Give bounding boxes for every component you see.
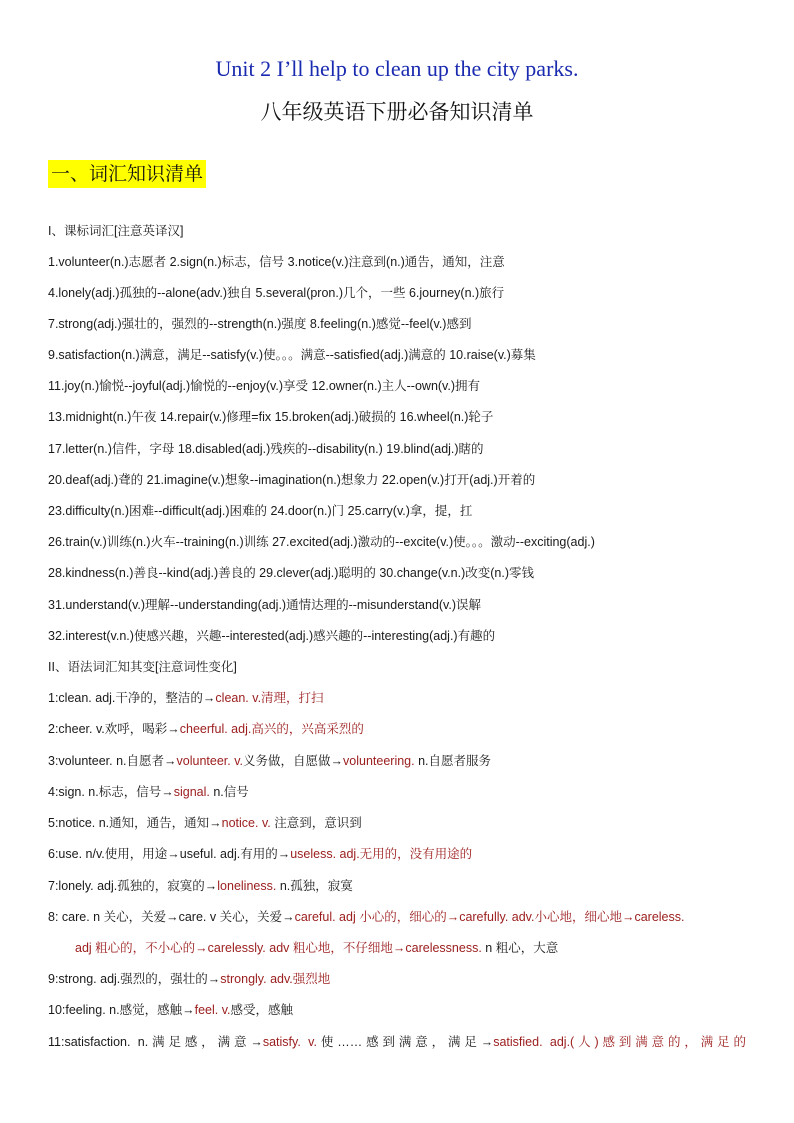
wordform-derived-2: satisfied. adj.(人)感到满意的，满足的 bbox=[493, 1035, 746, 1049]
wordform-derived: clean. v.清理，打扫 bbox=[215, 691, 324, 705]
wordform-derived: careful. adj 小心的，细心的→carefully. adv.小心地，细心地→careless. bbox=[294, 910, 685, 924]
wordform-meaning: 使……感到满意，满足→ bbox=[316, 1035, 494, 1049]
wordform-base: 1:clean. adj.干净的，整洁的→ bbox=[48, 691, 216, 705]
vocab-line-8: 20.deaf(adj.)聋的 21.imagine(v.)想象--imagination(n.)想象力 22.open(v.)打开(adj.)开着的 bbox=[48, 473, 536, 487]
title-english: Unit 2 I’ll help to clean up the city parks. bbox=[215, 56, 579, 81]
wordform-item-10 bbox=[48, 1001, 748, 1019]
wordform-base: 10:feeling. n.感觉，感触→ bbox=[48, 1003, 195, 1017]
wordform-meaning: n.信号 bbox=[209, 785, 249, 799]
wordform-base: 11:satisfaction. n.满足感，满意→ bbox=[48, 1035, 263, 1049]
vocab-line-9: 23.difficulty(n.)困难--difficult(adj.)困难的 24.door(n.)门 25.carry(v.)拿，提，扛 bbox=[48, 504, 473, 518]
wordform-derived: adj 粗心的，不小心的→carelessly. adv 粗心地，不仔细地→carelessness. bbox=[75, 941, 482, 955]
wordform-meaning: 义务做，自愿做→ bbox=[243, 754, 344, 768]
wordform-item-8 bbox=[48, 908, 748, 926]
wordform-item-5 bbox=[48, 814, 748, 832]
vocab-line-1: 1.volunteer(n.)志愿者 2.sign(n.)标志，信号 3.notice(v.)注意到(n.)通告，通知，注意 bbox=[48, 255, 505, 269]
vocab-line-4: 9.satisfaction(n.)满意，满足--satisfy(v.)使。。。满意--satisfied(adj.)满意的 10.raise(v.)募集 bbox=[48, 348, 536, 362]
wordform-derived-2: volunteering. bbox=[343, 754, 415, 768]
vocab-line-6: 13.midnight(n.)午夜 14.repair(v.)修理=fix 15.broken(adj.)破损的 16.wheel(n.)轮子 bbox=[48, 410, 494, 424]
vocab-line-10: 26.train(v.)训练(n.)火车--training(n.)训练 27.excited(adj.)激动的--excite(v.)使。。。激动--exciting(adj.) bbox=[48, 535, 595, 549]
wordform-derived: volunteer. v. bbox=[176, 754, 244, 768]
wordform-base: 2:cheer. v.欢呼，喝彩→ bbox=[48, 722, 180, 736]
wordform-meaning: n.孤独，寂寞 bbox=[276, 879, 353, 893]
vocab-line-3: 7.strong(adj.)强壮的，强烈的--strength(n.)强度 8.feeling(n.)感觉--feel(v.)感到 bbox=[48, 317, 472, 331]
wordform-item-11 bbox=[48, 1033, 746, 1051]
wordform-meaning: 注意到，意识到 bbox=[270, 816, 362, 830]
wordform-item-4 bbox=[48, 783, 748, 801]
wordform-item-7 bbox=[48, 877, 748, 895]
wordform-meaning: 感受，感触 bbox=[230, 1003, 294, 1017]
part1-heading: I、课标词汇[注意英译汉] bbox=[48, 224, 184, 238]
wordform-item-1 bbox=[48, 689, 748, 707]
part2-heading: II、语法词汇知其变[注意词性变化] bbox=[48, 660, 237, 674]
wordform-derived: feel. v. bbox=[194, 1003, 231, 1017]
wordform-base: 9:strong. adj.强烈的，强壮的→ bbox=[48, 972, 221, 986]
vocab-line-2: 4.lonely(adj.)孤独的--alone(adv.)独自 5.several(pron.)几个，一些 6.journey(n.)旅行 bbox=[48, 286, 505, 300]
wordform-item-2 bbox=[48, 720, 748, 738]
wordform-derived: notice. v. bbox=[221, 816, 271, 830]
wordform-derived: useless. adj.无用的，没有用途的 bbox=[290, 847, 473, 861]
wordform-derived: strongly. adv.强烈地 bbox=[220, 972, 331, 986]
wordform-base: 3:volunteer. n.自愿者→ bbox=[48, 754, 177, 768]
wordform-base: 5:notice. n.通知，通告，通知→ bbox=[48, 816, 222, 830]
wordform-derived: loneliness. bbox=[217, 879, 277, 893]
title-chinese: 八年级英语下册必备知识清单 bbox=[260, 100, 534, 124]
wordform-base: 4:sign. n.标志，信号→ bbox=[48, 785, 174, 799]
wordform-item-3 bbox=[48, 752, 748, 770]
wordform-item-9 bbox=[48, 970, 748, 988]
vocab-line-7: 17.letter(n.)信件，字母 18.disabled(adj.)残疾的--disability(n.) 19.blind(adj.)瞎的 bbox=[48, 442, 484, 456]
wordform-item-6 bbox=[48, 845, 748, 863]
section-heading-vocabulary: 一、词汇知识清单 bbox=[48, 160, 206, 188]
wordform-item-8-continued bbox=[75, 939, 775, 957]
vocab-line-12: 31.understand(v.)理解--understanding(adj.)通情达理的--misunderstand(v.)误解 bbox=[48, 598, 482, 612]
wordform-meaning: n 粗心，大意 bbox=[481, 941, 559, 955]
vocab-line-11: 28.kindness(n.)善良--kind(adj.)善良的 29.clever(adj.)聪明的 30.change(v.n.)改变(n.)零钱 bbox=[48, 566, 535, 580]
vocab-line-5: 11.joy(n.)愉悦--joyful(adj.)愉悦的--enjoy(v.)享受 12.owner(n.)主人--own(v.)拥有 bbox=[48, 379, 481, 393]
vocab-line-13: 32.interest(v.n.)使感兴趣，兴趣--interested(adj.)感兴趣的--interesting(adj.)有趣的 bbox=[48, 629, 496, 643]
wordform-meaning-2: n.自愿者服务 bbox=[414, 754, 492, 768]
wordform-base: 6:use. n/v.使用，用途→useful. adj.有用的→ bbox=[48, 847, 291, 861]
wordform-derived: signal. bbox=[173, 785, 210, 799]
wordform-base: 7:lonely. adj.孤独的，寂寞的→ bbox=[48, 879, 218, 893]
wordform-derived: satisfy. v. bbox=[262, 1035, 317, 1049]
wordform-derived: cheerful. adj.高兴的，兴高采烈的 bbox=[179, 722, 364, 736]
wordform-base: 8: care. n 关心，关爱→care. v 关心，关爱→ bbox=[48, 910, 295, 924]
